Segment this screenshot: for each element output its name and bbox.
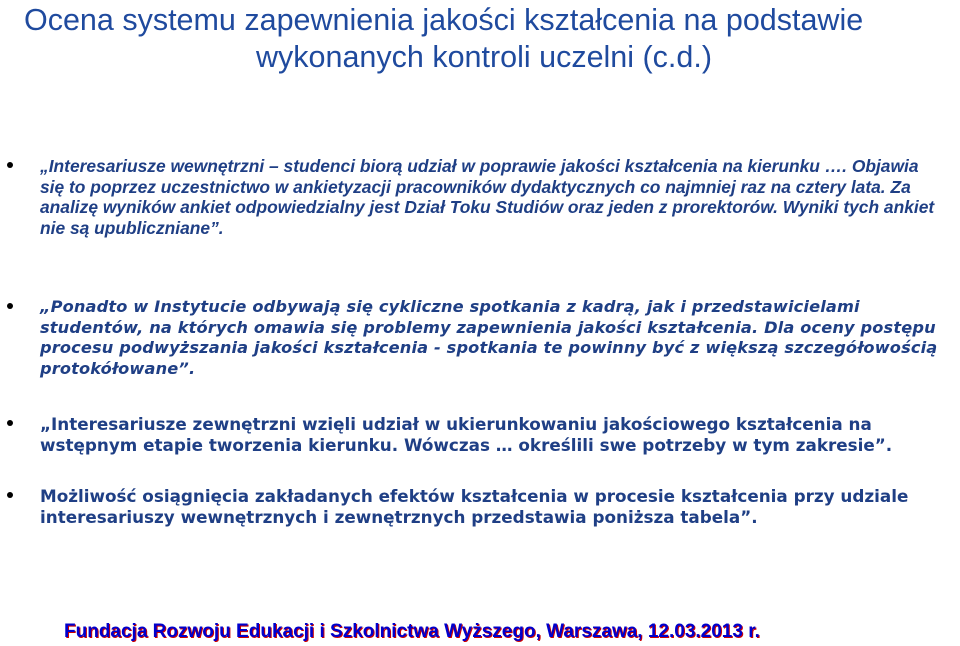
bullet-text: „Ponadto w Instytucie odbywają się cykliczne spotkania z kadrą, jak i przedstawicielami studentów, na których omawia się problemy zapewnienia jakości kształcenia. Dla oceny postępu procesu podwyższania jakości kształcenia - spotkania te powinny być z większą szczegółowością protokółowane”. [40, 297, 938, 378]
slide-title-line-2: wykonanych kontroli uczelni (c.d.) [256, 40, 712, 74]
slide-title-line-1: Ocena systemu zapewnienia jakości kształcenia na podstawie [24, 3, 864, 37]
bullet-item-meetings [40, 297, 945, 379]
bullet-item-internal-stakeholders [40, 156, 945, 238]
bullet-dot-icon [7, 162, 13, 168]
bullet-dot-icon [7, 420, 13, 426]
bullet-text: „Interesariusze zewnętrzni wzięli udział w ukierunkowaniu jakościowego kształcenia na wstępnym etapie tworzenia kierunku. Wówczas … określili swe potrzeby w tym zakresie”. [40, 414, 893, 455]
bullet-dot-icon [7, 303, 13, 309]
bullet-text: „Interesariusze wewnętrzni – studenci biorą udział w poprawie jakości kształcenia na kierunku …. Objawia się to poprzez uczestnictwo w ankietyzacji pracowników dydaktycznych co najmniej raz na cztery lata. Za analizę wyników ankiet odpowiedzialny jest Dział Toku Studiów oraz jeden z prorektorów. Wyniki tych ankiet nie są upubliczniane”. [40, 156, 935, 238]
bullet-item-external-stakeholders [40, 414, 945, 455]
bullet-text: Możliwość osiągnięcia zakładanych efektów kształcenia w procesie kształcenia przy udziale interesariuszy wewnętrznych i zewnętrznych przedstawia poniższa tabela”. [40, 486, 909, 527]
slide-footer: Fundacja Rozwoju Edukacji i Szkolnictwa Wyższego, Warszawa, 12.03.2013 r. [64, 621, 760, 642]
bullet-dot-icon [7, 492, 13, 498]
bullet-item-learning-outcomes [40, 486, 945, 527]
